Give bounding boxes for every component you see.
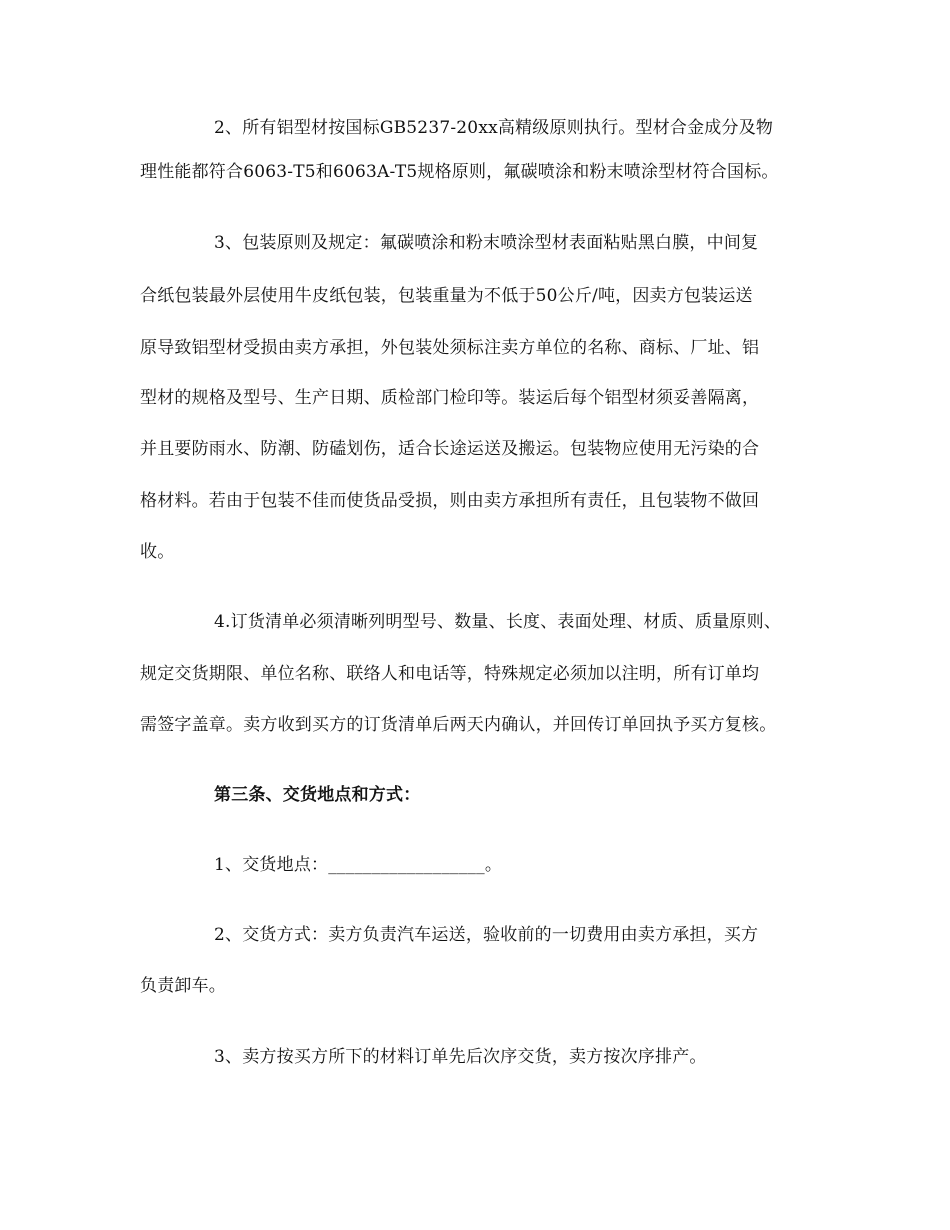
clause-2-line-2: 理性能都符合6063-T5和6063A-T5规格原则，氟碳喷涂和粉末喷涂型材符合国标。 <box>140 162 779 182</box>
clause-3-line-1: 3、包装原则及规定：氟碳喷涂和粉末喷涂型材表面粘贴黑白膜，中间复 <box>214 233 759 253</box>
delivery-location-line: 1、交货地点：__________________。 <box>214 855 503 875</box>
clause-4-line-2: 规定交货期限、单位名称、联络人和电话等，特殊规定必须加以注明，所有订单均 <box>140 664 760 684</box>
clause-2-line-1: 2、所有铝型材按国标GB5237-20xx高精级原则执行。型材合金成分及物 <box>214 118 774 138</box>
clause-3-line-6: 格材料。若由于包装不佳而使货品受损，则由卖方承担所有责任，且包装物不做回 <box>140 491 760 511</box>
clause-3-line-5: 并且要防雨水、防潮、防磕划伤，适合长途运送及搬运。包装物应使用无污染的合 <box>140 439 760 459</box>
clause-4-line-3: 需签字盖章。卖方收到买方的订货清单后两天内确认，并回传订单回执予买方复核。 <box>140 715 777 735</box>
delivery-method-line-1: 2、交货方式：卖方负责汽车运送，验收前的一切费用由卖方承担，买方 <box>214 925 759 945</box>
clause-3-line-3: 原导致铝型材受损由卖方承担，外包装处须标注卖方单位的名称、商标、厂址、铝 <box>140 338 760 358</box>
clause-3-line-4: 型材的规格及型号、生产日期、质检部门检印等。装运后每个铝型材须妥善隔离， <box>140 388 760 408</box>
article-3-heading: 第三条、交货地点和方式： <box>214 785 421 805</box>
clause-4-line-1: 4.订货清单必须清晰列明型号、数量、长度、表面处理、材质、质量原则、 <box>214 612 782 632</box>
clause-3-line-7: 收。 <box>140 542 175 562</box>
clause-3-line-2: 合纸包装最外层使用牛皮纸包装，包装重量为不低于50公斤/吨，因卖方包装运送 <box>140 286 753 306</box>
delivery-method-line-2: 负责卸车。 <box>140 976 226 996</box>
delivery-order-line: 3、卖方按买方所下的材料订单先后次序交货，卖方按次序排产。 <box>214 1047 707 1067</box>
